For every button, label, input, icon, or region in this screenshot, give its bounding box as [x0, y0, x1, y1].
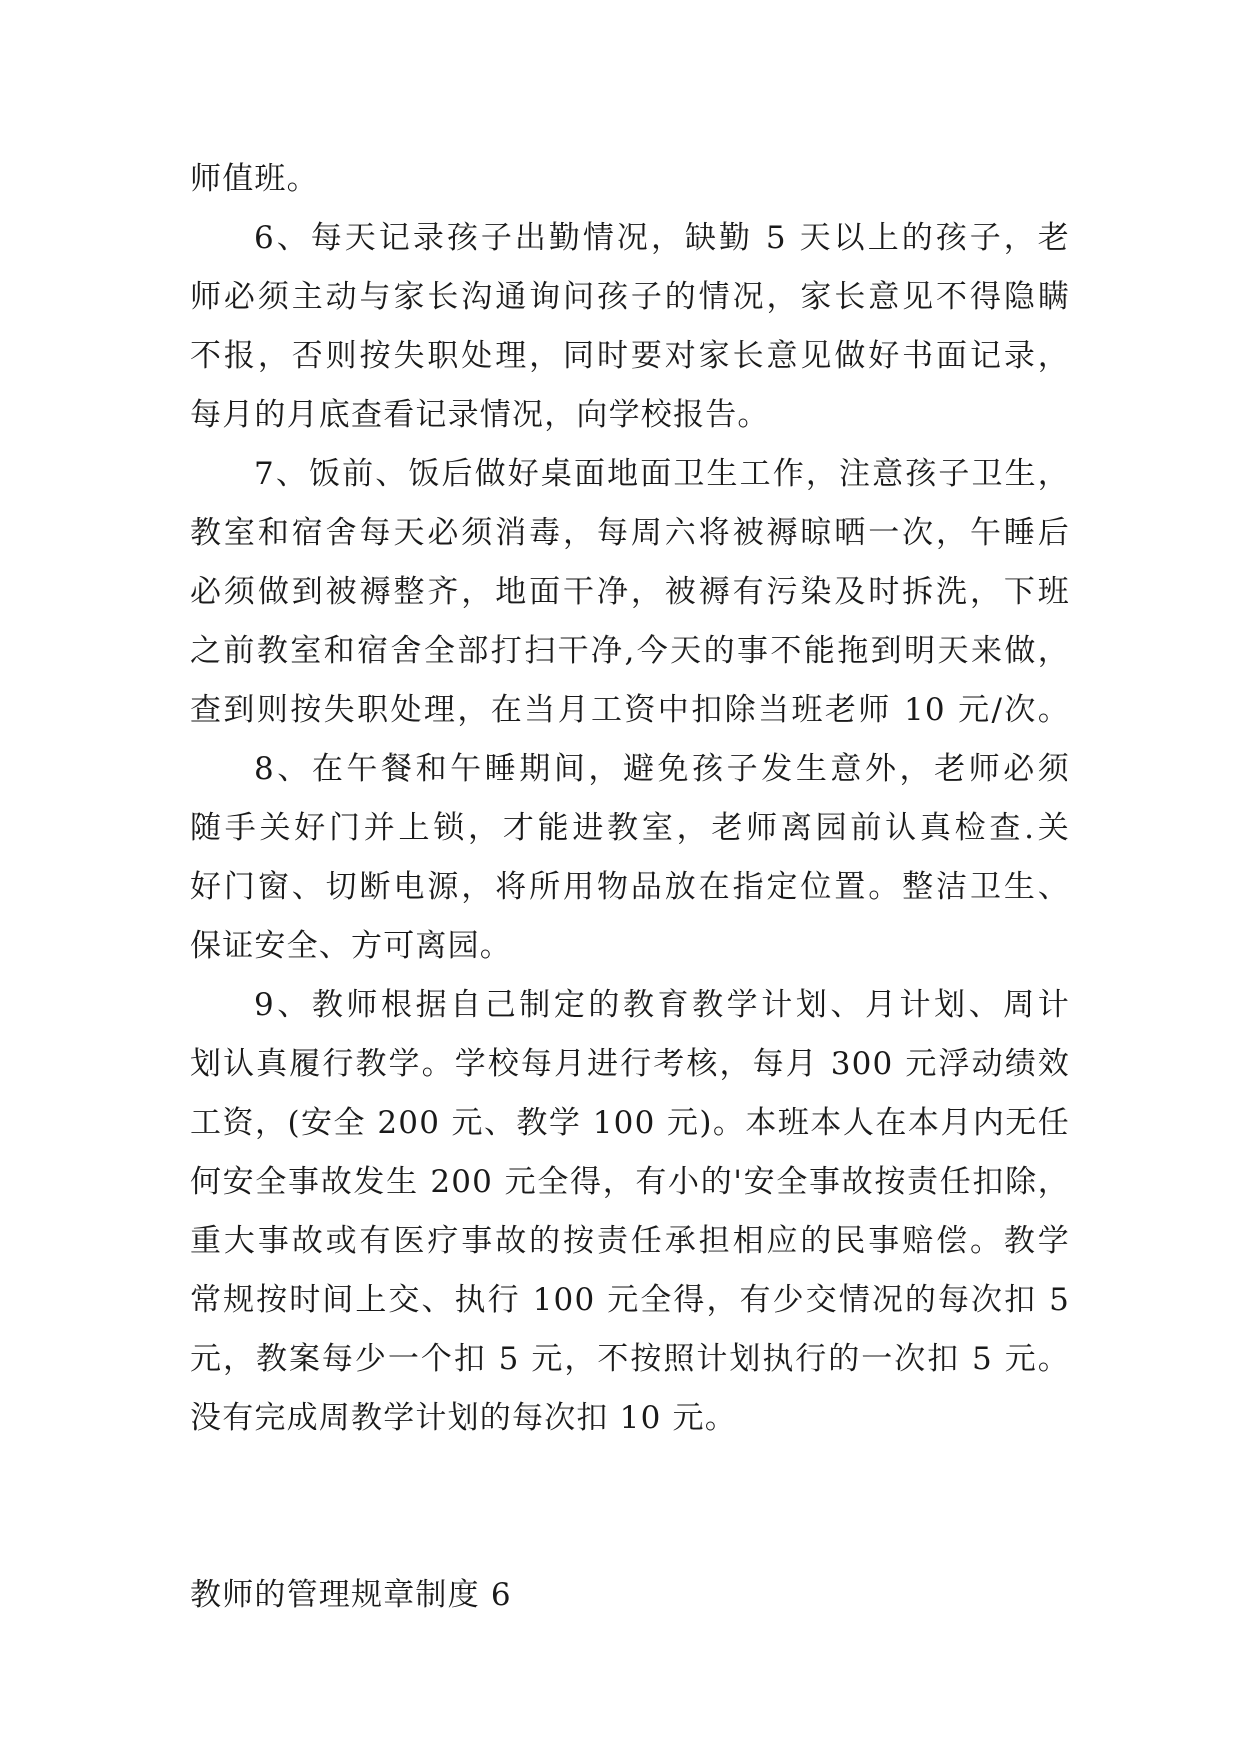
text-line: 何安全事故发生 200 元全得，有小的'安全事故按责任扣除， [190, 1164, 1070, 1200]
paragraph-9-start: 9、教师根据自己制定的教育教学计划、月计划、周计 [254, 987, 1070, 1023]
text-line: 每月的月底查看记录情况，向学校报告。 [190, 397, 770, 433]
text-line: 不报，否则按失职处理，同时要对家长意见做好书面记录， [190, 338, 1070, 374]
text-line: 好门窗、切断电源，将所用物品放在指定位置。整洁卫生、 [190, 869, 1070, 905]
text-line: 保证安全、方可离园。 [190, 928, 512, 964]
document-page [190, 150, 1070, 1625]
text-line: 之前教室和宿舍全部打扫干净,今天的事不能拖到明天来做， [190, 633, 1070, 669]
paragraph-6-start: 6、每天记录孩子出勤情况，缺勤 5 天以上的孩子，老 [254, 220, 1070, 256]
text-line: 教室和宿舍每天必须消毒，每周六将被褥晾晒一次，午睡后 [190, 515, 1070, 551]
paragraph-7-start: 7、饭前、饭后做好桌面地面卫生工作，注意孩子卫生， [254, 456, 1070, 492]
text-line: 必须做到被褥整齐，地面干净，被褥有污染及时拆洗，下班 [190, 574, 1070, 610]
text-line: 重大事故或有医疗事故的按责任承担相应的民事赔偿。教学 [190, 1223, 1070, 1259]
section-spacer [190, 1448, 1070, 1566]
text-line: 工资，(安全 200 元、教学 100 元)。本班本人在本月内无任 [190, 1105, 1070, 1141]
text-line: 查到则按失职处理，在当月工资中扣除当班老师 10 元/次。 [190, 692, 1070, 728]
paragraph-8-start: 8、在午餐和午睡期间，避免孩子发生意外，老师必须 [254, 751, 1070, 787]
text-line: 划认真履行教学。学校每月进行考核，每月 300 元浮动绩效 [190, 1046, 1070, 1082]
section-heading: 教师的管理规章制度 6 [190, 1577, 512, 1613]
text-line: 常规按时间上交、执行 100 元全得，有少交情况的每次扣 5 [190, 1282, 1070, 1318]
text-line: 没有完成周教学计划的每次扣 10 元。 [190, 1400, 737, 1436]
text-line: 师值班。 [190, 161, 319, 197]
text-line: 元，教案每少一个扣 5 元，不按照计划执行的一次扣 5 元。 [190, 1341, 1070, 1377]
text-line: 随手关好门并上锁，才能进教室，老师离园前认真检查.关 [190, 810, 1070, 846]
text-line: 师必须主动与家长沟通询问孩子的情况，家长意见不得隐瞒 [190, 279, 1070, 315]
